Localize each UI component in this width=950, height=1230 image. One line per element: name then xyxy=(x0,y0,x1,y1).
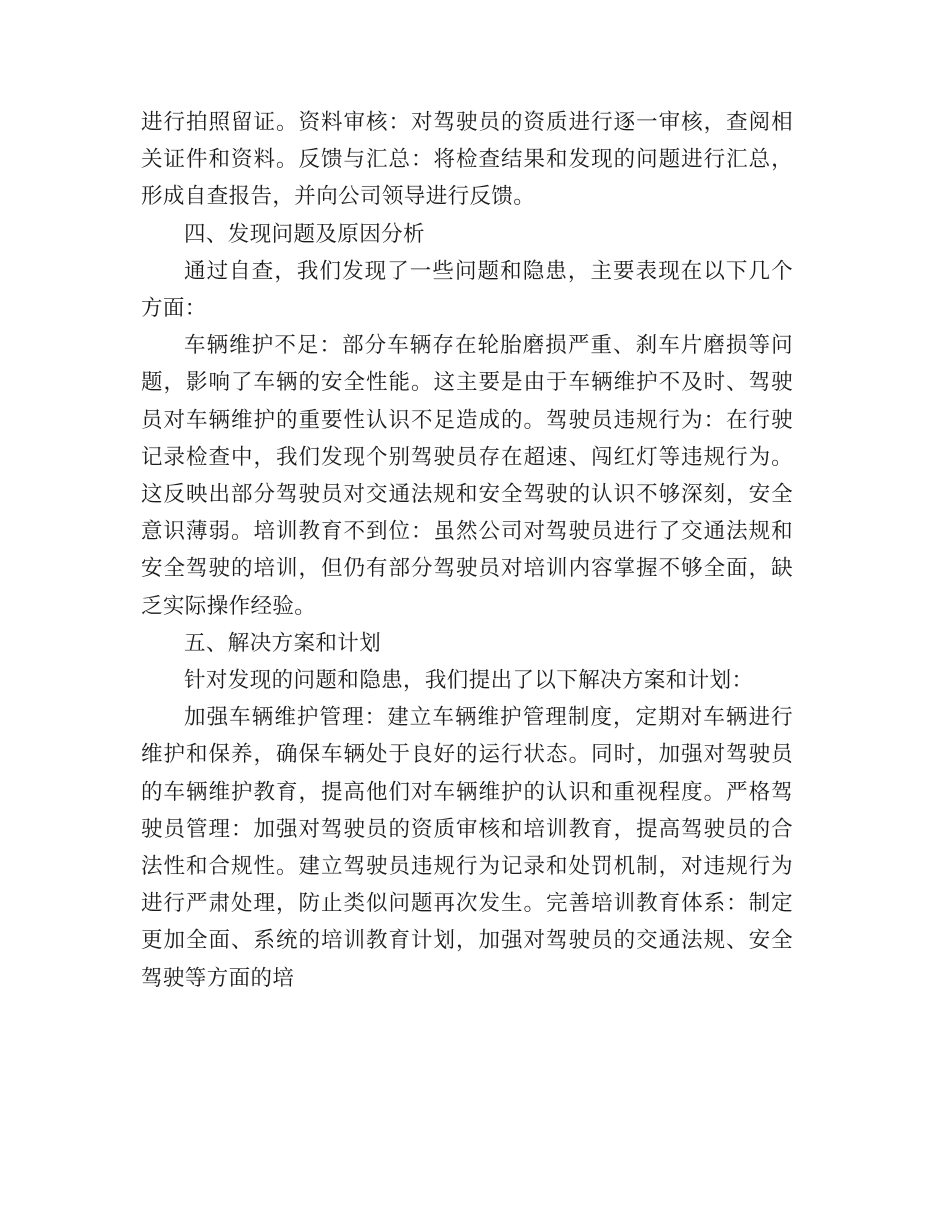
paragraph-findings-intro: 通过自查，我们发现了一些问题和隐患，主要表现在以下几个方面： xyxy=(141,258,793,322)
paragraph-solutions-detail: 加强车辆维护管理：建立车辆维护管理制度，定期对车辆进行维护和保养，确保车辆处于良好的运行状态。同时，加强对驾驶员的车辆维护教育，提高他们对车辆维护的认识和重视程度。严格驾驶员管理：加强对驾驶员的资质审核和培训教育，提高驾驶员的合法性和合规性。建立驾驶员违规行为记录和处罚机制，对违规行为进行严肃处理，防止类似问题再次发生。完善培训教育体系：制定更加全面、系统的培训教育计划，加强对驾驶员的交通法规、安全驾驶等方面的培 xyxy=(141,705,793,991)
section-heading-four: 四、发现问题及原因分析 xyxy=(184,221,425,247)
paragraph-continuation: 进行拍照留证。资料审核：对驾驶员的资质进行逐一审核，查阅相关证件和资料。反馈与汇总：将检查结果和发现的问题进行汇总，形成自查报告，并向公司领导进行反馈。 xyxy=(141,110,793,210)
paragraph-solutions-intro: 针对发现的问题和隐患，我们提出了以下解决方案和计划： xyxy=(184,668,754,694)
paragraph-findings-detail: 车辆维护不足：部分车辆存在轮胎磨损严重、刹车片磨损等问题，影响了车辆的安全性能。这主要是由于车辆维护不及时、驾驶员对车辆维护的重要性认识不足造成的。驾驶员违规行为：在行驶记录检查中，我们发现个别驾驶员存在超速、闯红灯等违规行为。这反映出部分驾驶员对交通法规和安全驾驶的认识不够深刻，安全意识薄弱。培训教育不到位：虽然公司对驾驶员进行了交通法规和安全驾驶的培训，但仍有部分驾驶员对培训内容掌握不够全面，缺乏实际操作经验。 xyxy=(141,333,793,619)
section-heading-five: 五、解决方案和计划 xyxy=(184,630,382,656)
document-body xyxy=(141,104,793,997)
